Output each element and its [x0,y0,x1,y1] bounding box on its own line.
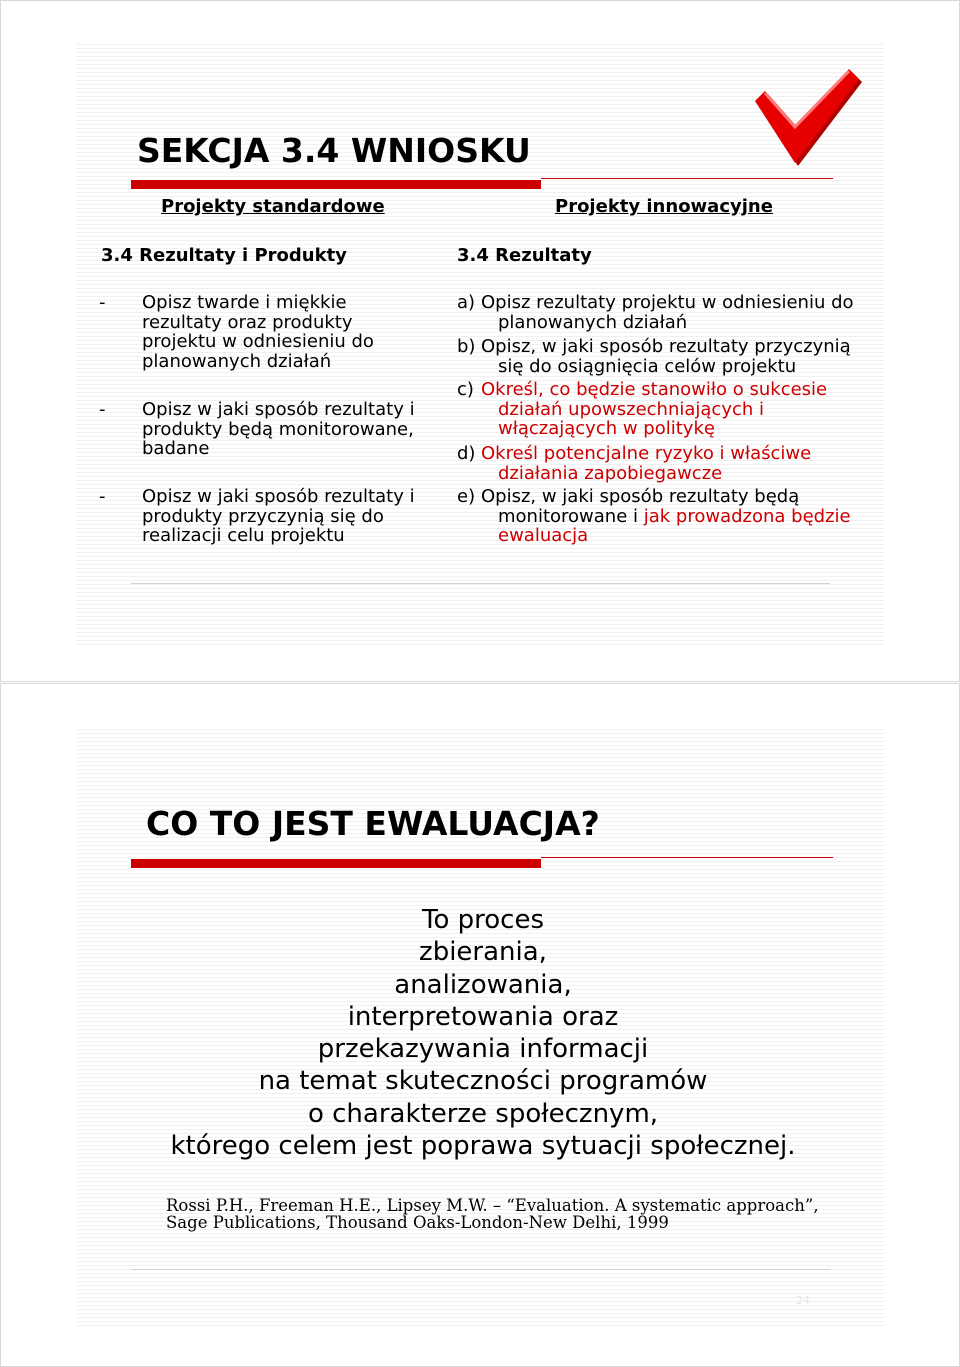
title-underline-thin [541,178,833,179]
slide-title: SEKCJA 3.4 WNIOSKU [137,131,531,170]
right-list-item [457,380,877,439]
item-line: Opisz w jaki sposób rezultaty i [142,399,415,420]
right-section-heading: 3.4 Rezultaty [457,245,592,266]
citation-line: Rossi P.H., Freeman H.E., Lipsey M.W. – “Evaluation. A systematic approach”, [166,1196,819,1215]
page-1 [0,0,960,682]
item-line: projektu w odniesieniu do [142,331,374,352]
definition-line: na temat skuteczności programów [258,1066,708,1097]
definition-line: o charakterze społecznym, [307,1098,659,1129]
item-line: działań upowszechniających i [498,398,765,420]
item-line: produkty przyczynią się do [142,505,384,527]
page-number: 24 [796,1294,810,1307]
item-label: a) [457,292,476,313]
definition-line: którego celem jest poprawa sytuacji społecznej. [170,1131,796,1162]
title-underline [131,180,541,189]
right-column-heading: Projekty innowacyjne [555,196,773,217]
item-label: e) [457,486,476,507]
left-list-item [99,400,429,459]
item-line-part: monitorowane i [498,505,644,527]
left-list-item [99,293,429,371]
list-dash: - [99,292,106,313]
item-line: Opisz twarde i miękkie [142,292,347,313]
item-line: Opisz, w jaki sposób rezultaty przyczynią [481,336,851,357]
item-line: włączających w politykę [498,418,715,439]
definition-line: interpretowania oraz [347,1001,619,1032]
definition-line: analizowania, [394,969,572,1000]
item-line-part: jak prowadzona będzie [643,505,851,527]
footer-divider [131,1269,830,1270]
right-list-item [457,337,877,376]
page-2 [0,683,960,1367]
item-line: realizacji celu projektu [142,525,345,546]
right-list-item [457,444,877,483]
definition-line: przekazywania informacji [317,1034,649,1065]
citation-line: Sage Publications, Thousand Oaks-London-New Delhi, 1999 [166,1213,669,1232]
left-column-heading: Projekty standardowe [161,196,385,217]
definition-text [77,904,889,1162]
item-label: c) [457,379,474,400]
item-line: Określ potencjalne ryzyko i właściwe [481,443,812,464]
left-list-item [99,487,429,546]
checkmark-icon [749,63,863,171]
item-label: d) [457,443,476,464]
right-list-item [457,293,877,332]
item-line: planowanych działań [142,350,332,372]
item-line: Opisz w jaki sposób rezultaty i [142,486,415,507]
slide-title: CO TO JEST EWALUACJA? [146,804,600,843]
item-line: Opisz rezultaty projektu w odniesieniu do [481,292,854,313]
slide-1 [77,41,884,646]
definition-line: zbierania, [419,937,547,968]
right-list-item [457,487,877,546]
definition-line: To proces [421,905,544,935]
list-dash: - [99,399,106,420]
item-line: planowanych działań [498,311,688,333]
item-line: działania zapobiegawcze [498,462,723,484]
item-line: rezultaty oraz produkty [142,311,353,333]
item-line: ewaluacja [498,525,589,546]
item-line: Opisz, w jaki sposób rezultaty będą [481,486,800,507]
slide-2 [77,726,884,1326]
item-line: Określ, co będzie stanowiło o sukcesie [481,379,828,400]
item-label: b) [457,336,476,357]
left-section-heading: 3.4 Rezultaty i Produkty [101,245,347,266]
item-line: produkty będą monitorowane, [142,418,414,440]
footer-divider [131,583,830,584]
list-dash: - [99,486,106,507]
item-line: badane [142,438,210,459]
title-underline [131,859,541,868]
citation [166,1197,819,1231]
item-line: się do osiągnięcia celów projektu [498,355,797,377]
title-underline-thin [541,857,833,858]
